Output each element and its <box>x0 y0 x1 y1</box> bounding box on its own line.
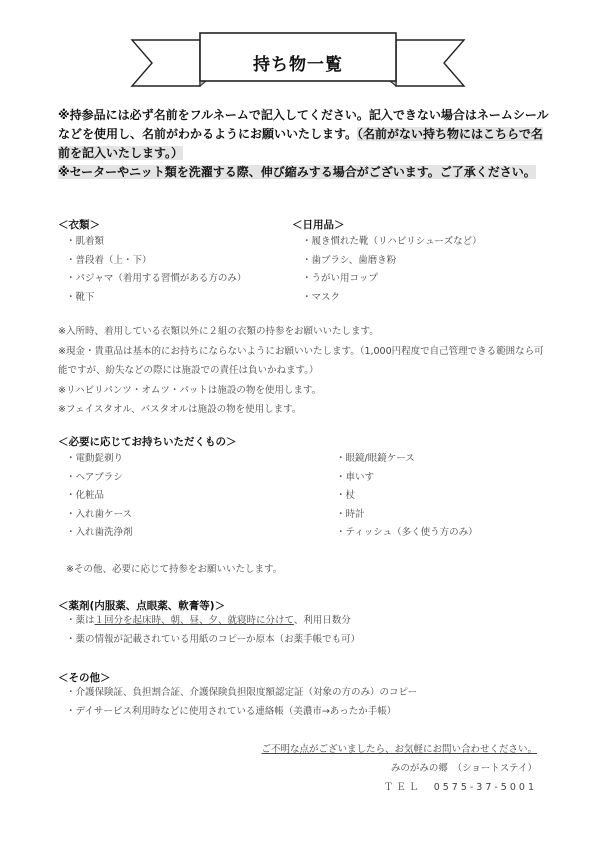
notice-highlight: （名前がない持ち物にはこちらで名前を記入いたします。） <box>58 127 543 160</box>
daily-heading: ＜日用品＞ <box>292 219 345 231</box>
optional-list-left <box>66 450 133 543</box>
page-title: 持ち物一覧 <box>253 55 343 75</box>
medicine-list <box>66 612 360 649</box>
list-item: ・ 時計 <box>336 506 478 525</box>
list-item: ・ ヘアブラシ <box>66 469 133 488</box>
list-item: ・ 介護保険証、負担割合証、介護保険負担限度額認定証（対象の方のみ）のコピー <box>66 684 417 703</box>
list-item: ・ 普段着（上・下） <box>66 252 246 271</box>
list-item <box>66 612 360 631</box>
list-item: ・ マスク <box>302 289 482 308</box>
list-item: ・ 入れ歯ケース <box>66 506 133 525</box>
medicine-heading: ＜薬剤(内服薬、点眼薬、軟膏等)＞ <box>58 600 226 612</box>
optional-note: ※その他、必要に応じて持参をお願いいたします。 <box>66 564 283 575</box>
list-item: ・ 化粧品 <box>66 487 133 506</box>
optional-list-right <box>336 450 478 543</box>
list-item: ・ うがい用コップ <box>302 270 482 289</box>
list-item: ・ 歯ブラシ、歯磨き粉 <box>302 252 482 271</box>
phone-number: ＴＥＬ 0575-37-5001 <box>383 782 537 793</box>
list-item: ・ 眼鏡/眼鏡ケース <box>336 450 478 469</box>
note-line: ※入所時、着用している衣類以外に２組の衣類の持参をお願いいたします。 <box>58 326 379 337</box>
notice-paragraph-2 <box>58 163 550 182</box>
clothing-heading: ＜衣類＞ <box>58 219 100 231</box>
title-banner <box>120 28 476 92</box>
other-heading: ＜その他＞ <box>58 672 111 684</box>
list-item: ・ 肌着類 <box>66 233 246 252</box>
optional-heading: ＜必要に応じてお持ちいただくもの＞ <box>58 436 237 448</box>
list-item: ・ パジャマ（着用する習慣がある方のみ） <box>66 270 246 289</box>
clothing-list <box>66 233 246 307</box>
notes-block <box>58 322 550 420</box>
list-item: ・ 薬の情報が記載されている用紙のコピーか原本（お薬手帳でも可） <box>66 631 360 650</box>
list-item: ・ ティッシュ（多く使う方のみ） <box>336 524 478 543</box>
list-item: ・ 杖 <box>336 487 478 506</box>
list-item: ・ 靴下 <box>66 289 246 308</box>
facility-name: みのがみの郷 （ショートステイ） <box>390 763 537 774</box>
list-item: ・ 電動髭剃り <box>66 450 133 469</box>
note-line: ※フェイスタオル、バスタオルは施設の物を使用します。 <box>58 404 302 415</box>
contact-note: ご不明な点がございましたら、お気軽にお問い合わせください。 <box>261 744 537 755</box>
notice-text: ※持参品には必ず名前をフルネームで記入してください。記入できない場合はネームシールなどを使用し、名前がわかるようにお願いいたします。 <box>58 108 549 141</box>
list-item: ・ 履き慣れた靴（リハビリシューズなど） <box>302 233 482 252</box>
note-line: ※現金・貴重品は基本的にお持ちにならないようにお願いいたします。（1,000円程度で自己管理できる範囲なら可能ですが、紛失などの際には施設での責任は負いかねます。） <box>58 345 544 376</box>
medicine-prefix: 薬は <box>75 615 95 626</box>
medicine-timing: １回分を起床時、朝、昼、夕、就寝時に分けて <box>94 615 294 626</box>
daily-list <box>302 233 482 307</box>
list-item: ・ デイサービス利用時などに使用されている連絡帳（美濃市→あったか手帳） <box>66 703 417 722</box>
notice-block <box>58 106 550 182</box>
list-item: ・ 車いす <box>336 469 478 488</box>
medicine-suffix: 、利用日数分 <box>293 615 351 626</box>
list-item: ・ 入れ歯洗浄剤 <box>66 524 133 543</box>
laundry-warning: ※セーターやニット類を洗濯する際、伸び縮みする場合がございます。ご了承ください。 <box>58 165 536 179</box>
note-line: ※リハビリパンツ・オムツ・パットは施設の物を使用します。 <box>58 384 322 396</box>
notice-paragraph-1 <box>58 106 550 163</box>
other-list <box>66 684 417 721</box>
